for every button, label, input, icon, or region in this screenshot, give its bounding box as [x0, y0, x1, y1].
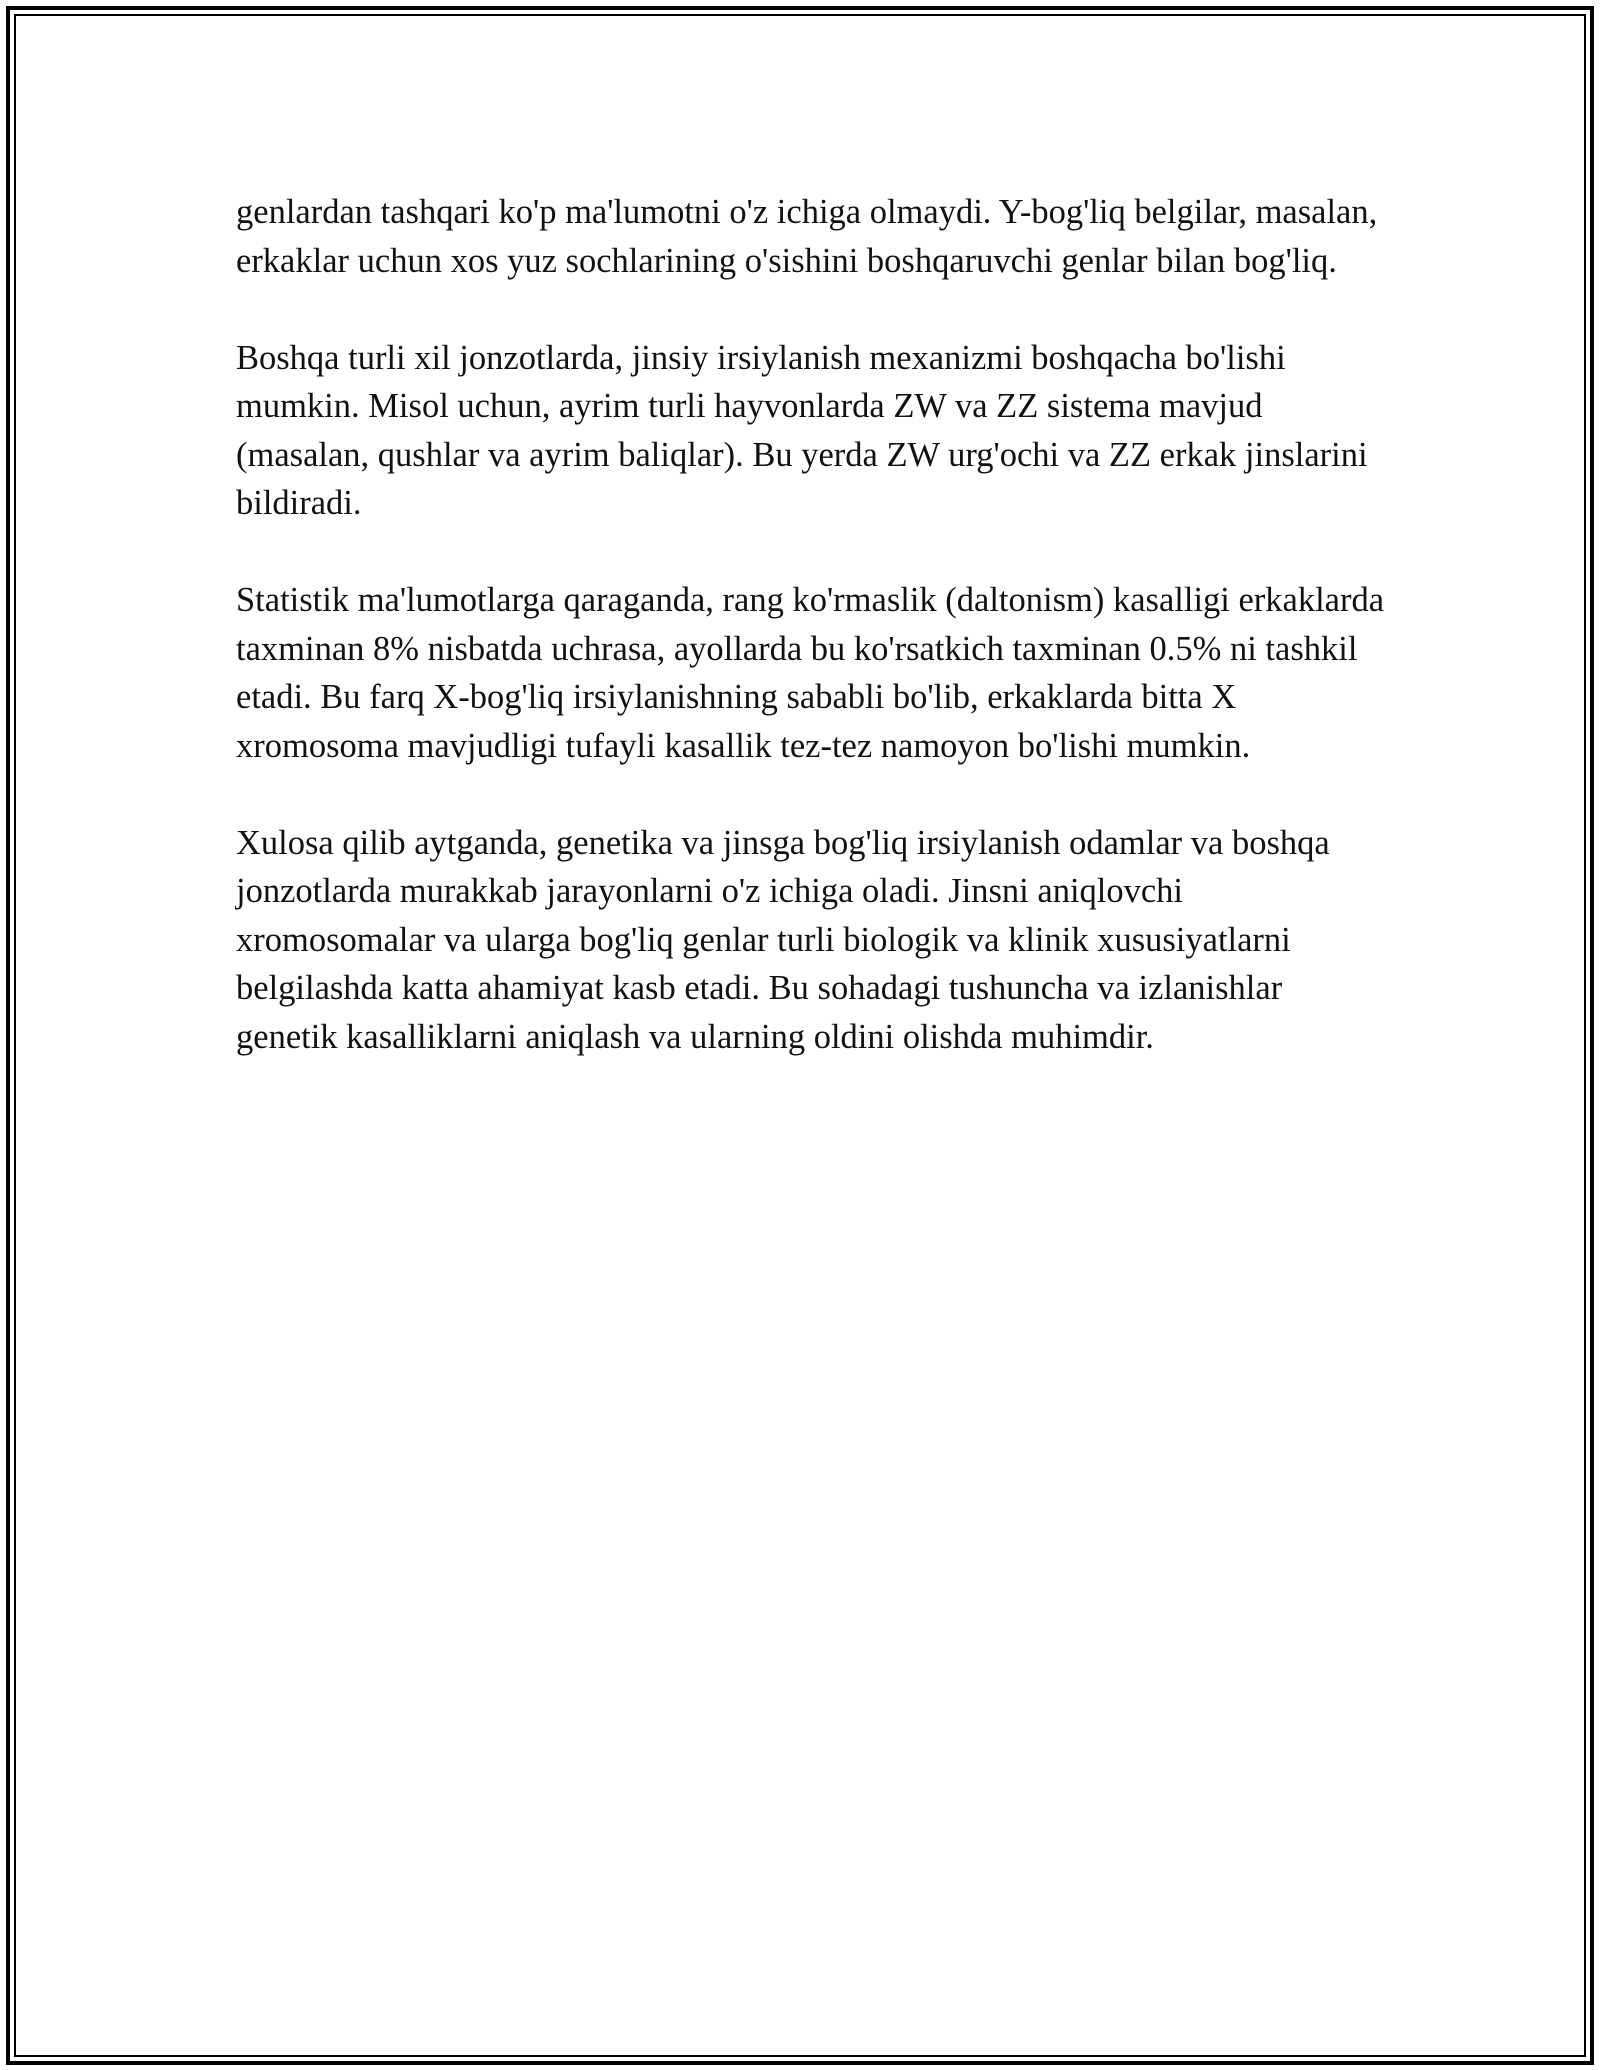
- paragraph-daltonism-statistics: Statistik ma'lumotlarga qaraganda, rang ko'rmaslik (daltonism) kasalligi erkaklarda taxminan 8% nisbatda uchrasa, ayollarda bu ko'rsatkich taxminan 0.5% ni tashkil etadi. Bu farq X-bog'liq irsiylanishning sababli bo'lib, erkaklarda bitta X xromosoma mavjudligi tufayli kasallik tez-tez namoyon bo'lishi mumkin.: [236, 581, 1385, 765]
- document-body: [236, 188, 1386, 1110]
- paragraph-y-linked-traits: genlardan tashqari ko'p ma'lumotni o'z ichiga olmaydi. Y-bog'liq belgilar, masalan, erkaklar uchun xos yuz sochlarining o'sishini boshqaruvchi genlar bilan bog'liq.: [236, 193, 1378, 280]
- paragraph-zw-zz-system: Boshqa turli xil jonzotlarda, jinsiy irsiylanish mexanizmi boshqacha bo'lishi mumkin. Misol uchun, ayrim turli hayvonlarda ZW va ZZ sistema mavjud (masalan, qushlar va ayrim baliqlar). Bu yerda ZW urg'ochi va ZZ erkak jinslarini bildiradi.: [236, 338, 1368, 522]
- paragraph-conclusion: Xulosa qilib aytganda, genetika va jinsga bog'liq irsiylanish odamlar va boshqa jonzotlarda murakkab jarayonlarni o'z ichiga oladi. Jinsni aniqlovchi xromosomalar va ularga bog'liq genlar turli biologik va klinik xususiyatlarni belgilashda katta ahamiyat kasb etadi. Bu sohadagi tushuncha va izlanishlar genetik kasalliklarni aniqlash va ularning oldini olishda muhimdir.: [236, 823, 1330, 1056]
